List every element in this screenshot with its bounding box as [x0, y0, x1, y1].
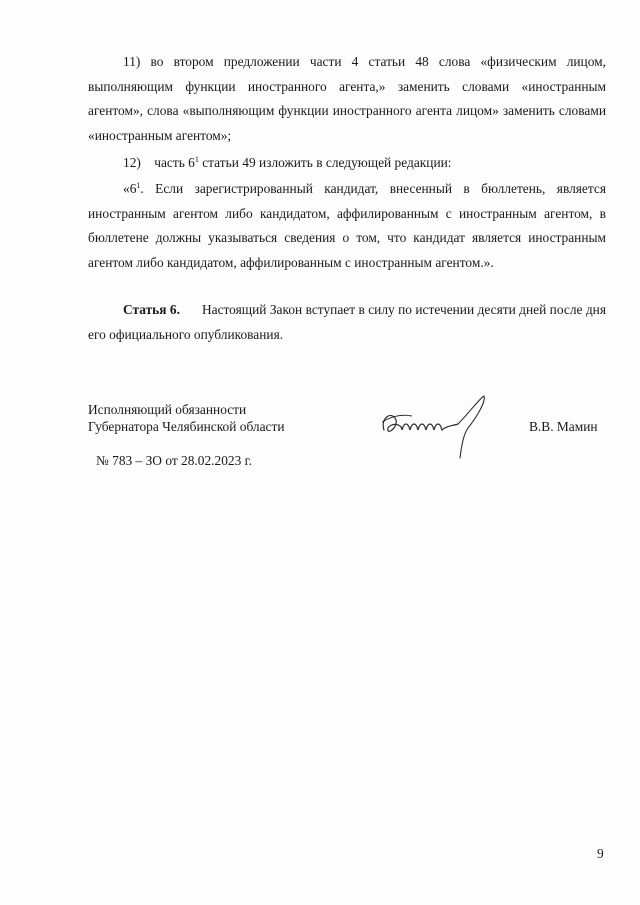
item-12-pre: часть 6: [154, 155, 195, 170]
position-line-2: Губернатора Челябинской области: [88, 419, 285, 434]
item-11: [88, 50, 606, 148]
quote-text: . Если зарегистрированный кандидат, внесенный в бюллетень, является иностранным агентом либо кандидатом, аффилированным с иностранным агентом, в бюллетене должны указываться сведения о том, что кандидат является иностранным агентом либо кандидатом, аффилированным с иностранным агентом.».: [88, 181, 606, 270]
item-12-post: статьи 49 изложить в следующей редакции:: [198, 155, 452, 170]
registration-number: № 783 – ЗО от 28.02.2023 г.: [96, 453, 252, 468]
item-12-number: 12): [123, 155, 141, 170]
quote-pre: «6: [123, 181, 137, 196]
signatory-position: [88, 401, 285, 435]
article-6-text: Настоящий Закон вступает в силу по истечении десяти дней после дня его официального опубликования.: [88, 302, 606, 342]
quote-superscript: 1: [136, 181, 141, 190]
article-6: [88, 298, 606, 347]
page-number: 9: [597, 846, 604, 861]
quoted-amendment: [88, 177, 606, 275]
article-6-label: Статья 6.: [123, 302, 180, 317]
handwritten-signature: [372, 392, 492, 462]
item-11-text: во втором предложении части 4 статьи 48 слова «физическим лицом, выполняющим функции иностранного агента,» заменить словами «иностранным агентом», слова «выполняющим функции иностранного агента лицом» заменить словами «иностранным агентом»;: [88, 54, 606, 143]
signatory-name: В.В. Мамин: [529, 419, 598, 434]
item-11-number: 11): [123, 54, 141, 69]
item-12: [88, 151, 606, 176]
position-line-1: Исполняющий обязанности: [88, 402, 247, 417]
item-12-superscript: 1: [194, 155, 199, 164]
